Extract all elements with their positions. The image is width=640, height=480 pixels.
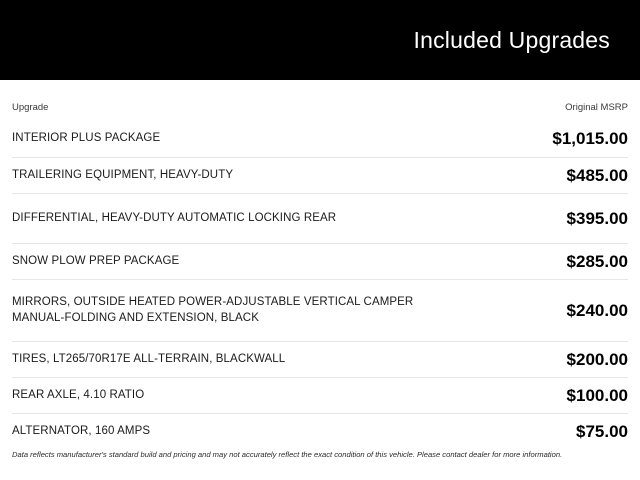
table-column-headers [12,80,628,121]
upgrade-name: INTERIOR PLUS PACKAGE [12,132,161,145]
disclaimer-text: Data reflects manufacturer's standard build and pricing and may not accurately reflect the exact condition of this vehicle. Please contact dealer for more information. [12,450,563,460]
upgrade-name: SNOW PLOW PREP PACKAGE [12,254,180,267]
upgrade-price: $1,015.00 [552,129,628,148]
table-row [12,121,628,157]
table-row [12,341,628,377]
upgrade-name: MIRRORS, OUTSIDE HEATED POWER-ADJUSTABLE VERTICAL CAMPER MANUAL-FOLDING AND EXTENSION, BLACK [12,295,414,324]
table-row [12,243,628,279]
table-row [12,413,628,449]
upgrade-name: TIRES, LT265/70R17E ALL-TERRAIN, BLACKWALL [12,352,286,365]
upgrade-name: TRAILERING EQUIPMENT, HEAVY-DUTY [12,168,234,181]
table-row [12,157,628,193]
table-row [12,193,628,243]
table-row [12,377,628,413]
upgrade-name: ALTERNATOR, 160 AMPS [12,424,151,437]
upgrade-price: $100.00 [566,385,628,405]
table-row [12,279,628,341]
upgrades-content [0,80,640,449]
upgrade-price: $485.00 [566,165,628,185]
upgrade-price: $200.00 [566,349,628,369]
column-header-upgrade: Upgrade [12,102,49,113]
upgrade-name: REAR AXLE, 4.10 RATIO [12,388,145,401]
page-title: Included Upgrades [413,26,610,53]
upgrade-price: $395.00 [566,208,628,228]
upgrade-name: DIFFERENTIAL, HEAVY-DUTY AUTOMATIC LOCKING REAR [12,211,337,224]
page-header [0,0,640,80]
upgrade-price: $285.00 [566,251,628,271]
column-header-original-msrp: Original MSRP [565,102,628,113]
upgrades-table [12,121,628,449]
upgrade-price: $240.00 [566,300,628,320]
upgrade-price: $75.00 [576,421,628,441]
